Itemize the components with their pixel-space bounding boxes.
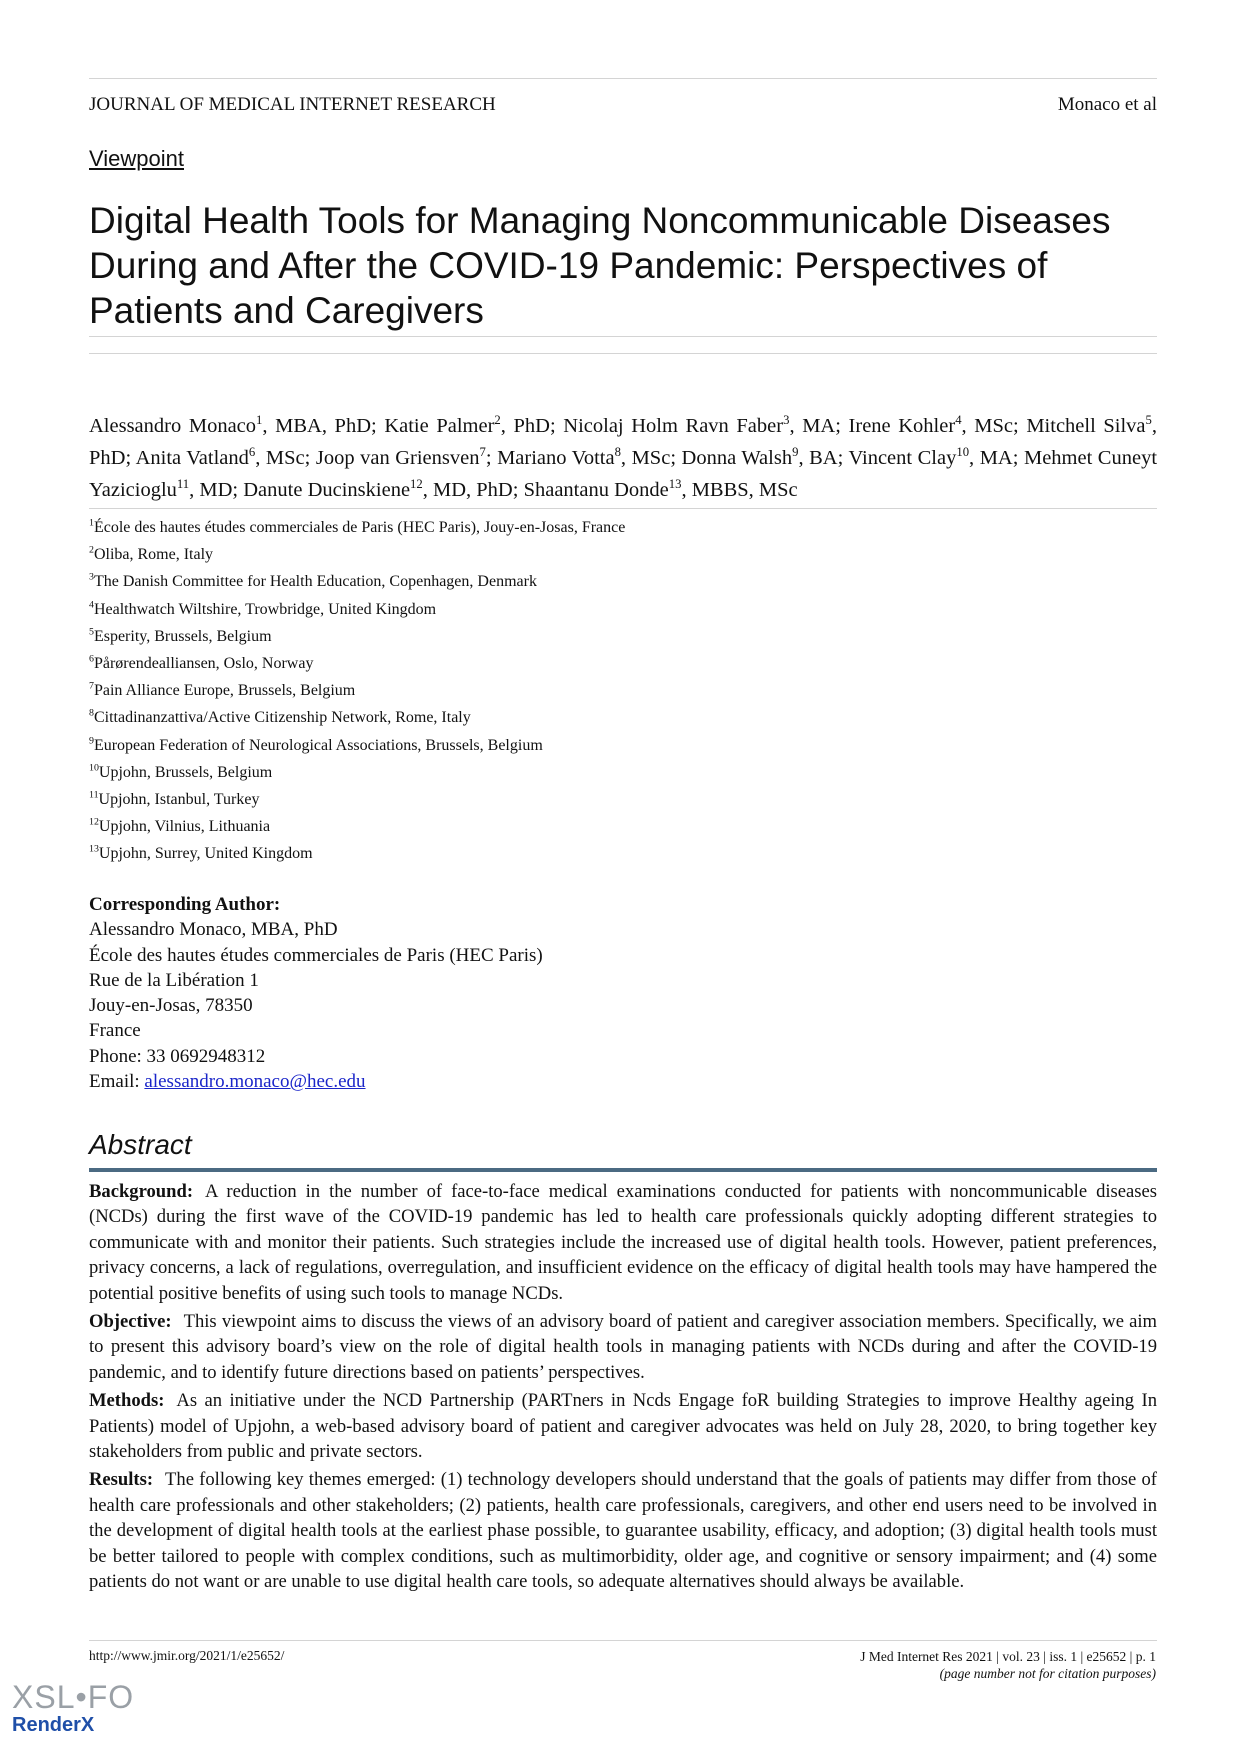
author: Anita Vatland$^6$, MSc; [135, 445, 316, 469]
footer-note: (page number not for citation purposes) [939, 1666, 1156, 1681]
author-degree: MSc [265, 447, 305, 469]
affiliation-number: 11 [89, 789, 99, 801]
affiliation-number: 1 [89, 517, 94, 529]
authors-rule [89, 508, 1157, 509]
affiliation-number: 10 [89, 762, 99, 774]
author-degree: MD [199, 479, 233, 501]
running-authors: Monaco et al [1057, 94, 1157, 115]
email-label: Email: [89, 1071, 145, 1093]
author-affiliation-number: 8 [614, 445, 621, 460]
corresponding-name: Alessandro Monaco, MBA, PhD [89, 919, 338, 941]
author-name: Danute Ducinskiene [243, 479, 411, 501]
affiliation-item [89, 568, 625, 595]
affiliation-text: Healthwatch Wiltshire, Trowbridge, United Kingdom [93, 600, 437, 618]
article-title: Digital Health Tools for Managing Noncommunicable Diseases During and After the COVID-19 Pandemic: Perspectives of Patients and Caregivers [89, 200, 1111, 331]
article-type[interactable]: Viewpoint [89, 146, 184, 171]
email-link[interactable]: alessandro.monaco@hec.edu [144, 1071, 366, 1093]
affiliation-item [89, 677, 625, 704]
abstract-section-text: This viewpoint aims to discuss the views of an advisory board of patient and caregiver association members. Specifically, we aim to present this advisory board’s view on the role of digital health tools in managing patients with NCDs during and after the COVID-19 pandemic, and to identify future directions based on patients’ perspectives. [89, 1311, 1157, 1383]
affiliation-number: 6 [89, 653, 94, 665]
author: Katie Palmer$^2$, PhD; [384, 413, 564, 437]
author-affiliation-number: 6 [248, 445, 256, 460]
corresponding-city: Jouy-en-Josas, 78350 [89, 995, 253, 1017]
author-degree: MA [802, 415, 836, 437]
author-degree: MSc [631, 447, 671, 469]
corresponding-label: Corresponding Author: [89, 894, 281, 915]
author-name: Mehmet Cuneyt Yazicioglu [89, 447, 1158, 501]
affiliation-item [89, 514, 625, 541]
affiliation-number: 3 [89, 572, 94, 584]
affiliation-number: 4 [89, 599, 94, 611]
affiliation-number: 9 [89, 735, 94, 747]
author: Donna Walsh$^9$, BA; [681, 445, 849, 469]
affiliation-text: The Danish Committee for Health Education, Copenhagen, Denmark [93, 573, 537, 591]
abstract-section-text: As an initiative under the NCD Partnership (PARTners in Ncds Engage foR building Strategies to improve Healthy ageing In Patients) model of Upjohn, a web-based advisory board of patient and caregiver advocates was held on July 28, 2020, to bring together key stakeholders from public and private sectors. [89, 1390, 1157, 1463]
author-degree: MSc [974, 415, 1014, 437]
author-name: Vincent Clay [848, 447, 957, 469]
abstract-body [89, 1179, 1157, 1598]
author-name: Katie Palmer [384, 415, 495, 437]
affiliation-item [89, 759, 625, 786]
author-degree: PhD [513, 415, 550, 437]
author-affiliation-number: 13 [668, 477, 682, 492]
affiliation-number: 7 [89, 680, 94, 692]
running-header [89, 94, 1157, 116]
abstract-section [89, 1179, 1157, 1306]
affiliation-text: Upjohn, Surrey, United Kingdom [98, 845, 313, 863]
author: Mariano Votta$^8$, MSc; [497, 445, 682, 469]
author-name: Mariano Votta [497, 447, 615, 469]
footer-citation: J Med Internet Res 2021 | vol. 23 | iss. 1 | e25652 | p. 1 [860, 1649, 1156, 1664]
abstract-heading: Abstract [89, 1129, 192, 1160]
footer-citation-block [860, 1648, 1156, 1682]
author-degree: PhD [89, 447, 126, 469]
author-affiliation-number: 12 [410, 477, 423, 492]
affiliation-text: Pain Alliance Europe, Brussels, Belgium [93, 682, 356, 700]
affiliation-text: Cittadinanzattiva/Active Citizenship Network, Rome, Italy [93, 709, 471, 727]
corresponding-street: Rue de la Libération 1 [89, 969, 259, 991]
abstract-section-label: Background: [89, 1181, 194, 1202]
affiliation-number: 5 [89, 626, 94, 638]
journal-name: JOURNAL OF MEDICAL INTERNET RESEARCH [89, 94, 496, 115]
author-affiliation-number: 11 [176, 477, 190, 492]
xslfo-wordmark: XSL•FO [12, 1679, 135, 1715]
author: Shaantanu Donde$^{13}$, MBBS, MSc [523, 477, 798, 501]
affiliation-item [89, 623, 625, 650]
author-name: Irene Kohler [848, 415, 956, 437]
author-affiliation-number: 10 [956, 445, 970, 460]
author-affiliation-number: 9 [792, 445, 799, 460]
header-top-rule [89, 78, 1157, 79]
corresponding-phone: Phone: 33 0692948312 [89, 1045, 266, 1067]
affiliation-text: Esperity, Brussels, Belgium [93, 627, 272, 645]
author-affiliation-number: 4 [955, 413, 962, 428]
author-affiliation-number: 2 [494, 413, 501, 428]
affiliation-number: 2 [89, 544, 94, 556]
abstract-section-label: Results: [89, 1469, 154, 1491]
affiliation-item [89, 596, 625, 623]
abstract-section [89, 1309, 1157, 1385]
affiliation-item [89, 840, 625, 867]
author-name: Donna Walsh [681, 447, 793, 469]
author-affiliation-number: 3 [783, 413, 790, 428]
abstract-section-label: Methods: [89, 1390, 165, 1412]
corresponding-country: France [89, 1020, 141, 1042]
footer-url: http://www.jmir.org/2021/1/e25652/ [89, 1648, 285, 1663]
renderx-wordmark: RenderX [12, 1714, 95, 1736]
affiliation-number: 8 [89, 708, 94, 720]
author-name: Anita Vatland [135, 447, 249, 469]
affiliation-text: European Federation of Neurological Associations, Brussels, Belgium [93, 736, 543, 754]
corresponding-author [89, 892, 543, 1094]
author: Vincent Clay$^{10}$, MA; [848, 445, 1024, 469]
abstract-section-label: Objective: [89, 1311, 172, 1333]
author: Danute Ducinskiene$^{12}$, MD, PhD; [243, 477, 524, 501]
affiliation-item [89, 650, 625, 677]
author-degree: MBA, PhD [275, 415, 372, 437]
author-degree: MA [979, 447, 1013, 469]
corresponding-institution: École des hautes études commerciales de Paris (HEC Paris) [89, 944, 543, 966]
author-list [89, 410, 1157, 506]
affiliation-text: Upjohn, Brussels, Belgium [98, 763, 273, 781]
affiliation-item [89, 541, 625, 568]
affiliation-item [89, 813, 625, 840]
affiliation-list [89, 514, 625, 868]
author: Nicolaj Holm Ravn Faber$^3$, MA; [563, 413, 849, 437]
author-name: Mitchell Silva [1026, 415, 1146, 437]
title-rule-2 [89, 353, 1157, 354]
author: Joop van Griensven$^7$; [315, 445, 498, 469]
author: Mitchell Silva$^5$, PhD; [89, 413, 1158, 469]
author-name: Nicolaj Holm Ravn Faber [563, 415, 784, 437]
affiliation-number: 13 [89, 844, 99, 856]
affiliation-number: 12 [89, 816, 99, 828]
affiliation-text: École des hautes études commerciales de Paris (HEC Paris), Jouy-en-Josas, France [93, 519, 626, 536]
author-name: Shaantanu Donde [523, 479, 669, 501]
affiliation-text: Upjohn, Istanbul, Turkey [98, 791, 260, 809]
corresponding-email-row [89, 1069, 543, 1094]
author: Alessandro Monaco$^1$, MBA, PhD; [89, 413, 385, 437]
abstract-rule [89, 1168, 1157, 1172]
affiliation-item [89, 732, 625, 759]
abstract-section [89, 1467, 1157, 1594]
author: Irene Kohler$^4$, MSc; [848, 413, 1027, 437]
abstract-section-text: The following key themes emerged: (1) technology developers should understand that the goals of patients may differ from those of health care professionals and other stakeholders; (2) patients, health care professionals, caregivers, and other end users need to be involved in the development of digital health tools at the earliest phase possible, to guarantee usability, efficacy, and adoption; (3) digital health tools must be better tailored to people with complex conditions, such as multimorbidity, older age, and cognitive or sensory impairment; and (4) some patients do not want or are unable to use digital health care tools, so adequate alternatives should always be available. [89, 1469, 1157, 1593]
affiliation-item [89, 786, 625, 813]
author-name: Joop van Griensven [315, 447, 480, 469]
abstract-section [89, 1388, 1157, 1464]
author-affiliation-number: 5 [1145, 413, 1152, 428]
title-rule-1 [89, 336, 1157, 337]
author-degree: MBBS, MSc [691, 479, 798, 501]
author-affiliation-number: 1 [256, 413, 263, 428]
affiliation-text: Upjohn, Vilnius, Lithuania [98, 818, 271, 836]
author-name: Alessandro Monaco [89, 415, 257, 437]
renderx-logo [12, 1680, 134, 1736]
author-degree: MD, PhD [433, 479, 513, 501]
author-degree: BA [809, 447, 838, 469]
affiliation-text: Oliba, Rome, Italy [93, 546, 214, 564]
footer-rule [89, 1640, 1157, 1641]
author: Mehmet Cuneyt Yazicioglu$^{11}$, MD; [89, 447, 1158, 501]
affiliation-text: Pårørendealliansen, Oslo, Norway [93, 655, 314, 673]
author-affiliation-number: 7 [479, 445, 486, 460]
abstract-section-text: A reduction in the number of face-to-face medical examinations conducted for patients with noncommunicable diseases (NCDs) during the first wave of the COVID-19 pandemic has led to health care professionals quickly adopting different strategies to communicate with and monitor their patients. Such strategies include the increased use of digital health tools. However, patient preferences, privacy concerns, a lack of regulations, overregulation, and insufficient evidence on the efficacy of digital health tools may have hampered the potential positive benefits of using such tools to manage NCDs. [89, 1181, 1157, 1304]
affiliation-item [89, 704, 625, 731]
